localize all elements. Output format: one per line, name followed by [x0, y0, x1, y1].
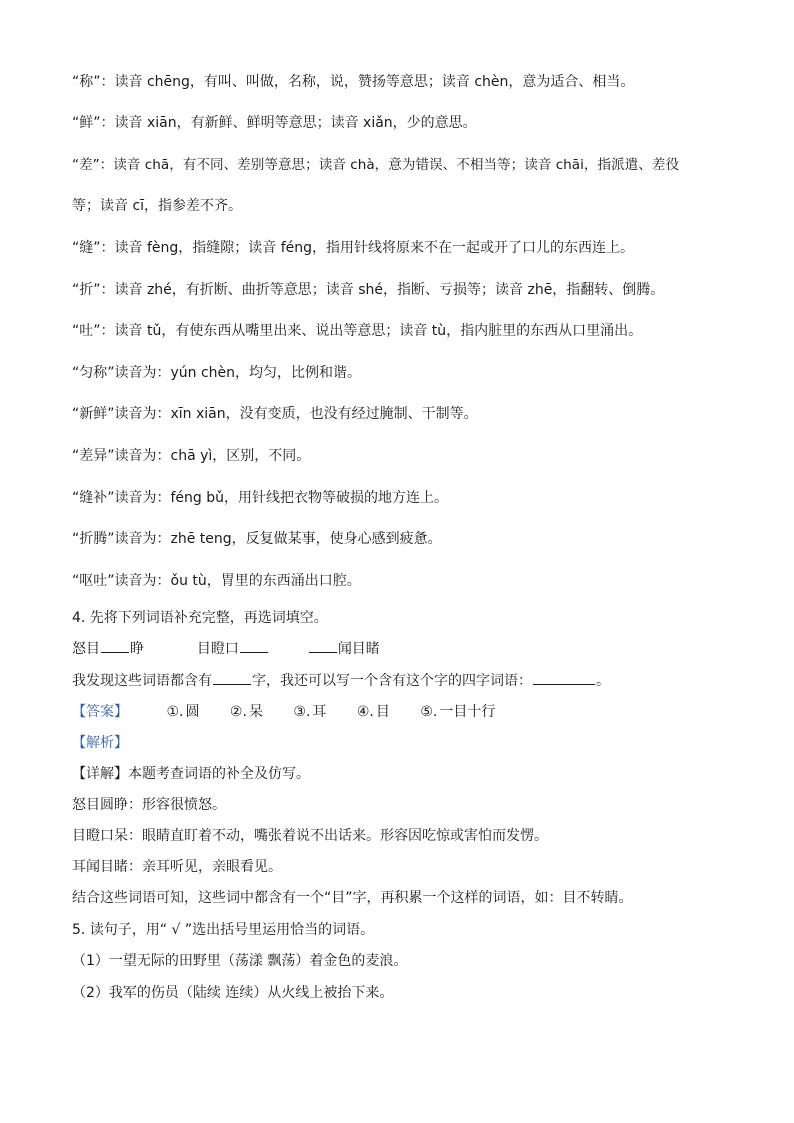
q4-detail-line: 结合这些词语可知，这些词中都含有一个“目”字，再积累一个这样的词语，如：目不转睛。: [72, 890, 633, 906]
pron-line-cha: “差”：读音 chā，有不同、差别等意思；读音 chà，意为错误、不相当等；读音 chāi，指派遣、差役: [72, 157, 680, 173]
q4-fill-c: 。: [596, 673, 610, 689]
pron-line-xinxian: “新鲜”读音为：xīn xiān，没有变质，也没有经过腌制、干制等。: [72, 406, 478, 422]
pron-line-yunchen: “匀称”读音为：yún chèn，均匀，比例和谐。: [72, 365, 362, 381]
q4-detail-line: 怒目圆睁：形容很愤怒。: [72, 797, 226, 813]
q5-item-1: （1）一望无际的田野里（荡漾 飘荡）着金色的麦浪。: [72, 953, 408, 969]
q4-fill-a: 我发现这些词语都含有: [72, 673, 212, 689]
answer-item: ③. 耳: [293, 704, 327, 720]
pron-line-zheteng: “折腾”读音为：zhē teng，反复做某事，使身心感到疲惫。: [72, 531, 442, 547]
answer-item: ②. 呆: [229, 704, 263, 720]
answer-item: ④. 目: [356, 704, 390, 720]
q4-blank-4[interactable]: [213, 670, 251, 685]
pron-line-outu: “呕吐”读音为：ǒu tù，胃里的东西涌出口腔。: [72, 573, 361, 589]
q4-word2-pre: 目瞪口: [196, 641, 239, 657]
q4-blank-5[interactable]: [533, 670, 595, 685]
pron-line-zhe: “折”：读音 zhé，有折断、曲折等意思；读音 shé，指断、亏损等；读音 zhē，指翻转、倒腾。: [72, 282, 665, 298]
analysis-tag: 【解析】: [72, 735, 128, 751]
q5-item-2: （2）我军的伤员（陆续 连续）从火线上被抬下来。: [72, 985, 394, 1001]
pron-line-cha-cont: 等；读音 cī，指参差不齐。: [72, 198, 243, 214]
q4-fill-sentence: [72, 670, 610, 691]
answer-item: ⑤. 一目十行: [420, 704, 496, 720]
q4-detail-line: 耳闻目睹：亲耳听见，亲眼看见。: [72, 859, 282, 875]
q4-detail-line: 目瞪口呆：眼睛直盯着不动，嘴张着说不出话来。形容因吃惊或害怕而发愣。: [72, 828, 548, 844]
q4-word-list: [72, 638, 380, 659]
q4-detail-line: 【详解】本题考查词语的补全及仿写。: [72, 766, 310, 782]
pron-line-chayi: “差异”读音为：chā yì，区别，不同。: [72, 448, 311, 464]
q4-word1-post: 睁: [130, 641, 144, 657]
q4-blank-2[interactable]: [240, 638, 268, 653]
pron-line-cheng: “称”：读音 chēng，有叫、叫做，名称，说，赞扬等意思；读音 chèn，意为适合、相当。: [72, 74, 635, 90]
q4-word3-post: 闻目睹: [337, 641, 380, 657]
answer-tag: 【答案】: [72, 704, 128, 720]
q4-answer-row: [72, 702, 521, 722]
pron-line-tu: “吐”：读音 tǔ，有使东西从嘴里出来、说出等意思；读音 tù，指内脏里的东西从口里涌出。: [72, 323, 643, 339]
answer-item: ①. 圆: [166, 704, 200, 720]
q4-fill-b: 字，我还可以写一个含有这个字的四字词语：: [252, 673, 532, 689]
q4-stem: 4. 先将下列词语补充完整，再选词填空。: [72, 610, 328, 626]
pron-line-fengbu: “缝补”读音为：féng bǔ，用针线把衣物等破损的地方连上。: [72, 490, 449, 506]
pron-line-feng: “缝”：读音 fèng，指缝隙；读音 féng，指用针线将原来不在一起或开了口儿的东西连上。: [72, 240, 635, 256]
q4-blank-1[interactable]: [101, 638, 129, 653]
q4-word1-pre: 怒目: [72, 641, 100, 657]
pron-line-xian: “鲜”：读音 xiān，有新鲜、鲜明等意思；读音 xiǎn，少的意思。: [72, 115, 477, 131]
q4-blank-3[interactable]: [309, 638, 337, 653]
q5-stem: 5. 读句子，用“ √ ”选出括号里运用恰当的词语。: [72, 922, 375, 938]
